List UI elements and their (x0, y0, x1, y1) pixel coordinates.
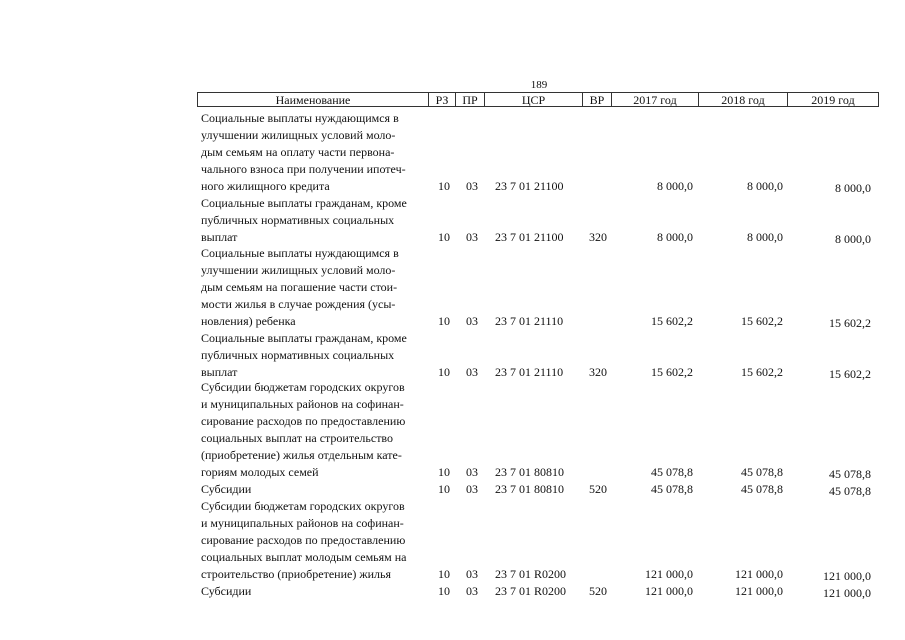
row-name-line: выплат (201, 230, 238, 244)
row-2019: 45 078,8 (829, 484, 871, 498)
table-header (197, 92, 879, 107)
row-2018: 8 000,0 (747, 179, 783, 193)
row-name-line: чального взноса при получении ипотеч- (201, 162, 406, 176)
row-pr: 03 (466, 567, 478, 581)
row-name-line: и муниципальных районов на софинан- (201, 516, 404, 530)
row-name-line: Субсидии бюджетам городских округов (201, 380, 405, 394)
row-name-line: Социальные выплаты нуждающимся в (201, 111, 399, 125)
row-name-line: Субсидии бюджетам городских округов (201, 499, 405, 513)
row-name-line: дым семьям на оплату части первона- (201, 145, 395, 159)
row-rz: 10 (438, 179, 450, 193)
row-name-line: социальных выплат молодым семьям на (201, 550, 407, 564)
row-name-line: дым семьям на погашение части стои- (201, 280, 398, 294)
row-2018: 15 602,2 (741, 314, 783, 328)
row-2017: 121 000,0 (645, 567, 693, 581)
row-pr: 03 (466, 230, 478, 244)
header-pr: ПР (456, 93, 485, 106)
row-name-line: ного жилищного кредита (201, 179, 330, 193)
row-2019: 121 000,0 (823, 586, 871, 600)
row-2017: 45 078,8 (651, 465, 693, 479)
page-number: 189 (530, 79, 548, 91)
header-csr: ЦСР (485, 93, 583, 106)
row-2018: 45 078,8 (741, 482, 783, 496)
row-rz: 10 (438, 567, 450, 581)
row-name (201, 195, 427, 246)
row-name-line: Социальные выплаты нуждающимся в (201, 246, 399, 260)
row-pr: 03 (466, 179, 478, 193)
row-name (201, 330, 427, 381)
row-2019: 8 000,0 (835, 232, 871, 246)
header-vr: ВР (583, 93, 612, 106)
header-2018: 2018 год (699, 93, 788, 106)
row-name-line: Социальные выплаты гражданам, кроме (201, 331, 407, 345)
row-vr: 320 (589, 230, 607, 244)
row-2018: 121 000,0 (735, 584, 783, 598)
row-2018: 121 000,0 (735, 567, 783, 581)
row-name-line: новления) ребенка (201, 314, 296, 328)
row-name (201, 245, 427, 330)
header-2017: 2017 год (612, 93, 699, 106)
row-name-line: гориям молодых семей (201, 465, 319, 479)
row-pr: 03 (466, 482, 478, 496)
row-name-line: публичных нормативных социальных (201, 213, 395, 227)
row-csr: 23 7 01 21110 (495, 365, 564, 379)
row-name-line: улучшении жилищных условий моло- (201, 263, 396, 277)
row-name-line: мости жилья в случае рождения (усы- (201, 297, 396, 311)
row-pr: 03 (466, 365, 478, 379)
row-name-line: и муниципальных районов на софинан- (201, 397, 404, 411)
row-rz: 10 (438, 230, 450, 244)
row-vr: 320 (589, 365, 607, 379)
row-vr: 520 (589, 482, 607, 496)
row-2018: 8 000,0 (747, 230, 783, 244)
row-name (201, 379, 427, 481)
row-2018: 15 602,2 (741, 365, 783, 379)
row-2017: 45 078,8 (651, 482, 693, 496)
row-pr: 03 (466, 584, 478, 598)
row-name-line: сирование расходов по предоставлению (201, 533, 406, 547)
row-vr: 520 (589, 584, 607, 598)
row-csr: 23 7 01 80810 (495, 465, 564, 479)
row-2017: 8 000,0 (657, 230, 693, 244)
row-2019: 8 000,0 (835, 181, 871, 195)
row-rz: 10 (438, 314, 450, 328)
row-name-line: Социальные выплаты гражданам, кроме (201, 196, 407, 210)
header-name: Наименование (198, 93, 429, 106)
row-name-line: социальных выплат на строительство (201, 431, 394, 445)
header-2019: 2019 год (811, 93, 855, 107)
row-csr: 23 7 01 21110 (495, 314, 564, 328)
row-2019: 45 078,8 (829, 467, 871, 481)
row-name (201, 481, 427, 498)
row-name (201, 110, 427, 195)
row-2019: 15 602,2 (829, 367, 871, 381)
row-csr: 23 7 01 R0200 (495, 584, 567, 598)
row-csr: 23 7 01 80810 (495, 482, 564, 496)
row-csr: 23 7 01 21100 (495, 179, 564, 193)
row-name (201, 583, 427, 600)
row-name-line: выплат (201, 365, 238, 379)
row-2017: 121 000,0 (645, 584, 693, 598)
row-2017: 15 602,2 (651, 314, 693, 328)
row-name-line: улучшении жилищных условий моло- (201, 128, 396, 142)
row-name-line: Субсидии (201, 482, 252, 496)
row-name-line: Субсидии (201, 584, 252, 598)
row-rz: 10 (438, 584, 450, 598)
row-2017: 8 000,0 (657, 179, 693, 193)
row-2019: 15 602,2 (829, 316, 871, 330)
row-2017: 15 602,2 (651, 365, 693, 379)
header-rz: РЗ (429, 93, 456, 106)
row-csr: 23 7 01 21100 (495, 230, 564, 244)
row-rz: 10 (438, 482, 450, 496)
row-2019: 121 000,0 (823, 569, 871, 583)
row-name-line: (приобретение) жилья отдельным кате- (201, 448, 402, 462)
row-csr: 23 7 01 R0200 (495, 567, 567, 581)
row-2018: 45 078,8 (741, 465, 783, 479)
row-rz: 10 (438, 365, 450, 379)
row-pr: 03 (466, 314, 478, 328)
row-name-line: публичных нормативных социальных (201, 348, 395, 362)
row-name (201, 498, 427, 583)
row-name-line: сирование расходов по предоставлению (201, 414, 406, 428)
row-rz: 10 (438, 465, 450, 479)
row-pr: 03 (466, 465, 478, 479)
row-name-line: строительство (приобретение) жилья (201, 567, 392, 581)
